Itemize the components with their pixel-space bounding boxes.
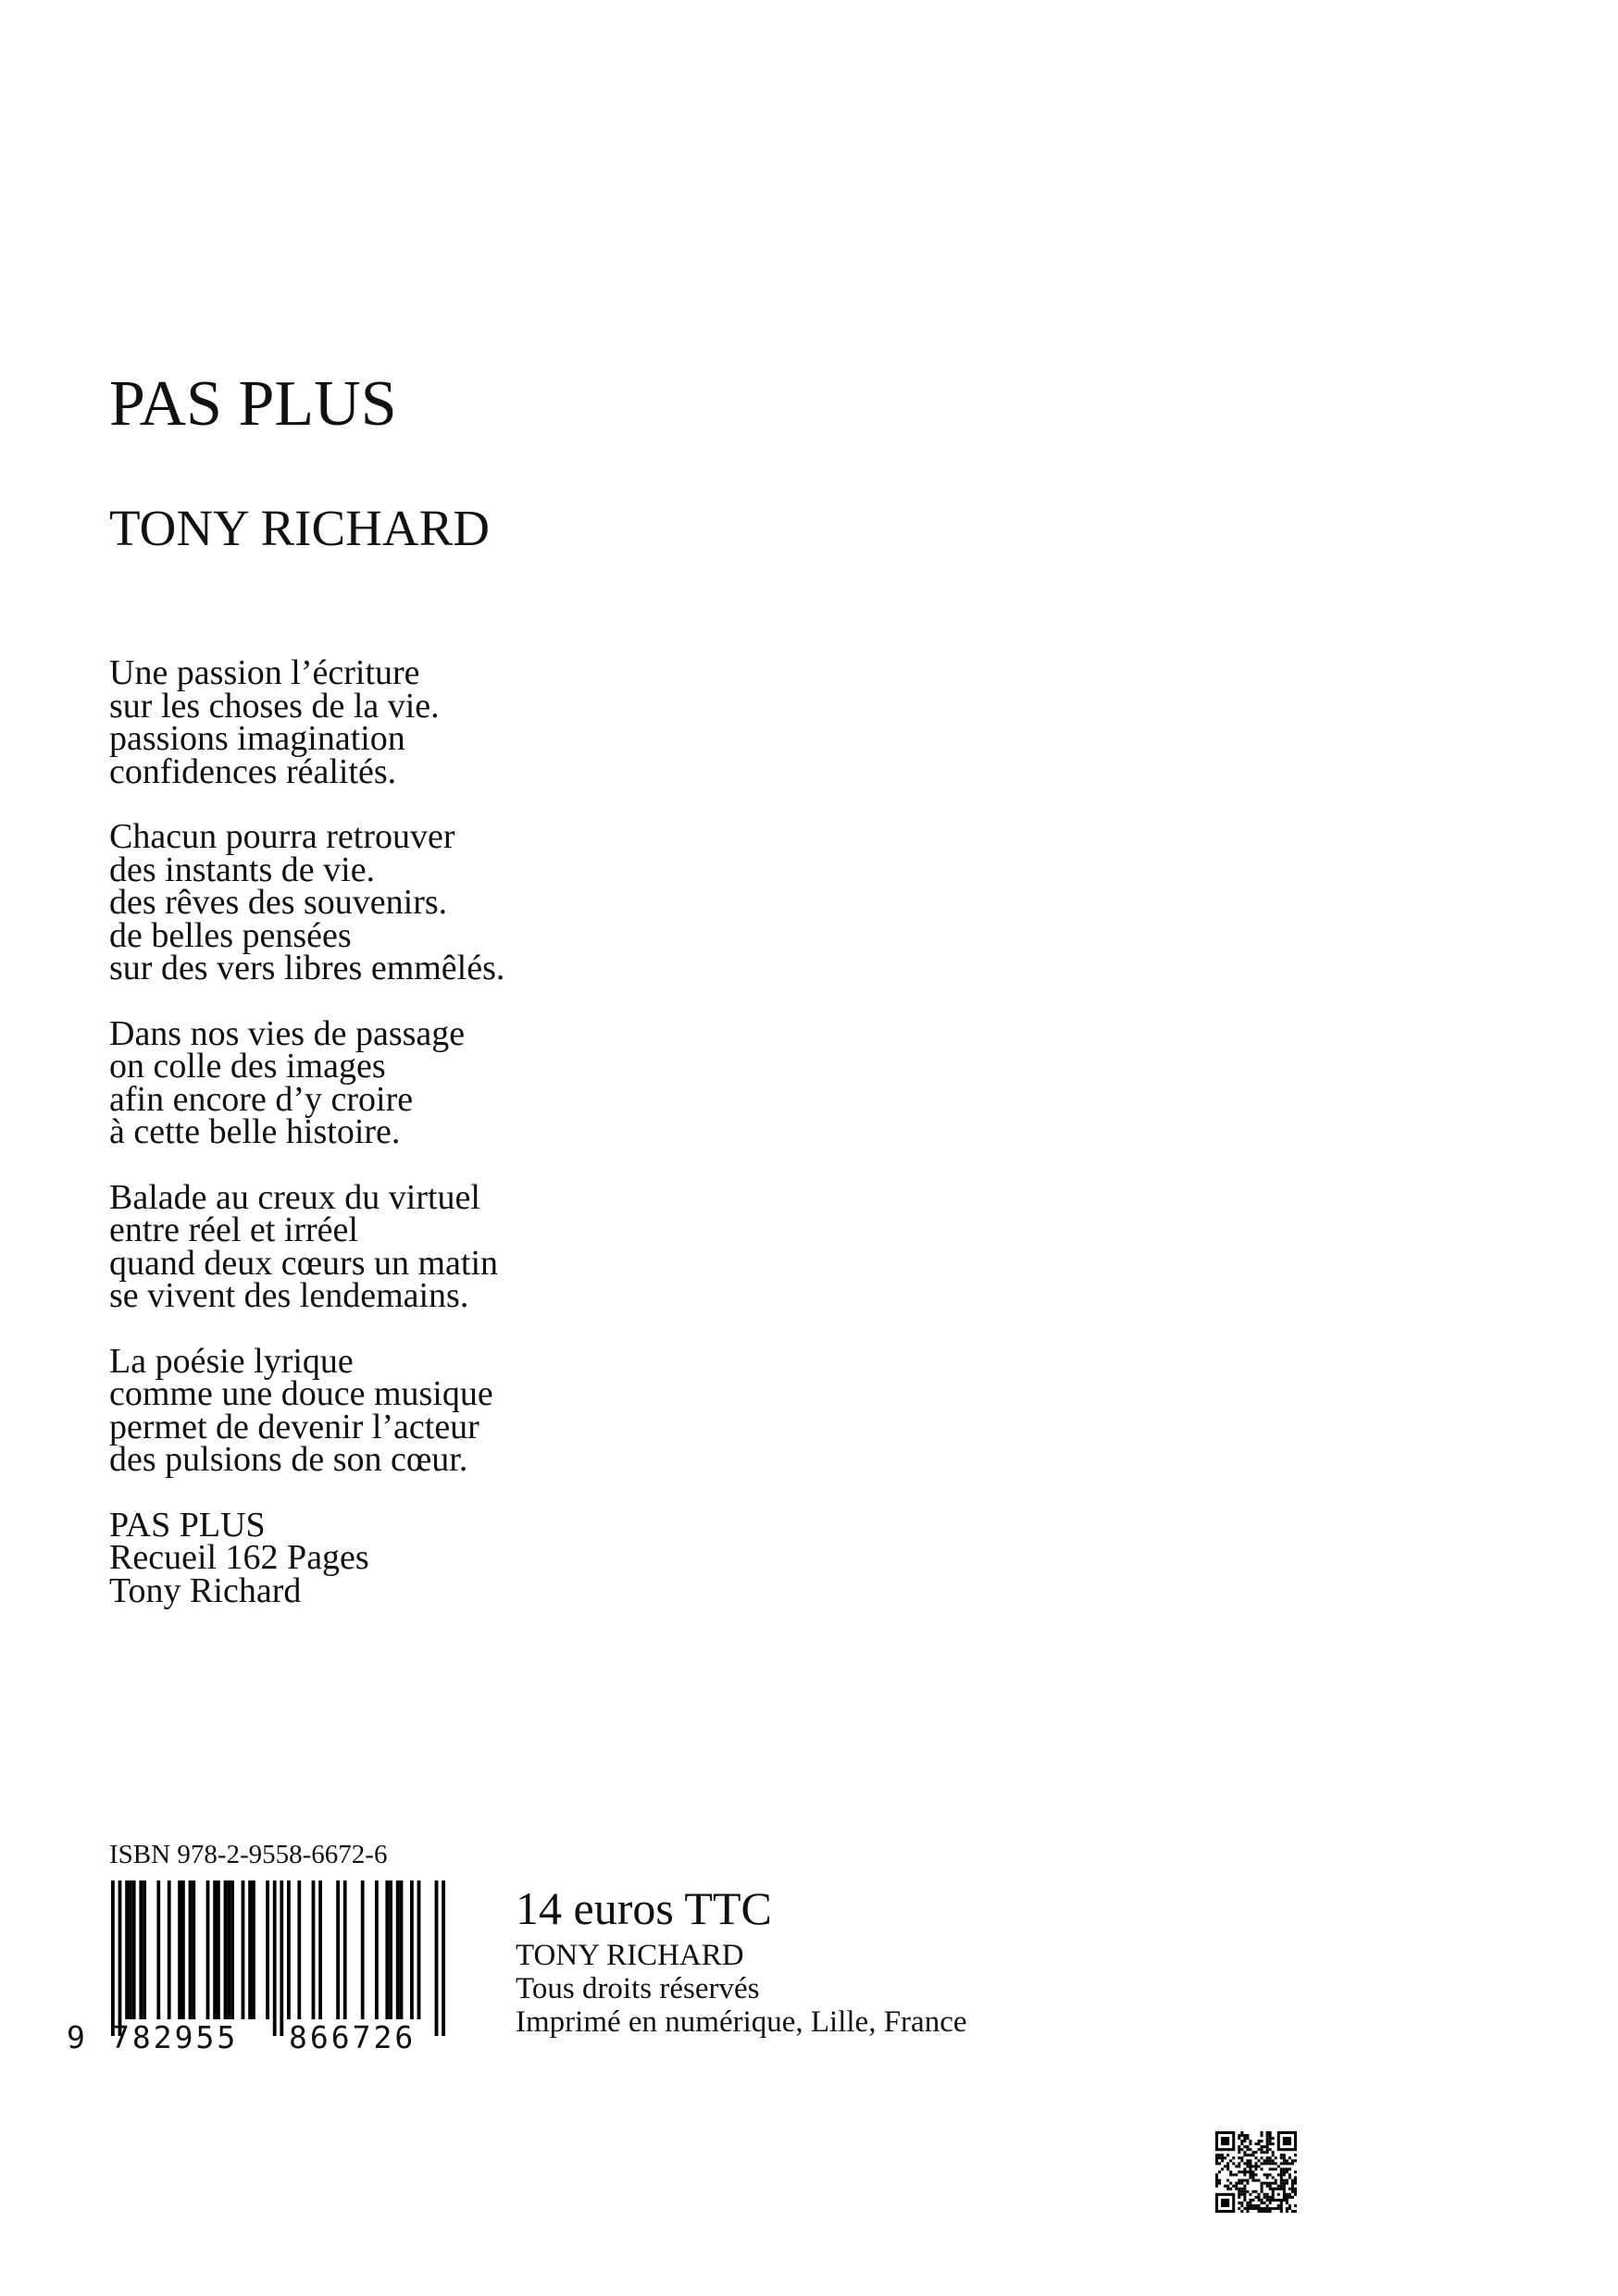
barcode-bar xyxy=(178,1880,181,2019)
barcode-bar xyxy=(242,1880,245,2019)
blurb-line: confidences réalités. xyxy=(109,751,397,791)
blurb-line: La poésie lyrique xyxy=(109,1341,354,1381)
barcode-bar xyxy=(312,1880,316,2019)
blurb-stanza xyxy=(109,1341,850,1479)
barcode-bar xyxy=(111,1880,115,2036)
barcode-bar xyxy=(227,1880,230,2019)
blurb-line: Chacun pourra retrouver xyxy=(109,817,455,856)
barcode-bar xyxy=(132,1880,136,2019)
blurb-stanza-book-info xyxy=(109,1505,850,1610)
blurb-line: Tony Richard xyxy=(109,1570,302,1610)
blurb-line: Balade au creux du virtuel xyxy=(109,1177,480,1217)
blurb-line: comme une douce musique xyxy=(109,1374,493,1413)
blurb-line: passions imagination xyxy=(109,719,405,758)
barcode-bar xyxy=(280,1880,283,2036)
book-title: PAS PLUS xyxy=(109,368,397,440)
barcode-bar xyxy=(375,1880,379,2019)
barcode-bar xyxy=(287,1880,291,2019)
barcode-bar xyxy=(297,1880,301,2019)
blurb-stanza xyxy=(109,1177,850,1315)
barcode-bar xyxy=(213,1880,217,2019)
barcode-bar xyxy=(410,1880,414,2019)
isbn-barcode xyxy=(67,1880,455,2056)
blurb-line: de belles pensées xyxy=(109,915,352,955)
blurb-line: des instants de vie. xyxy=(109,850,376,889)
blurb-line: Une passion l’écriture xyxy=(109,653,420,692)
barcode-digits xyxy=(67,2019,455,2056)
blurb-line: entre réel et irréel xyxy=(109,1210,358,1249)
barcode-bar xyxy=(361,1880,365,2019)
barcode-bar xyxy=(336,1880,340,2019)
barcode-bar xyxy=(181,1880,185,2019)
barcode-bar xyxy=(217,1880,220,2019)
barcode-bar xyxy=(400,1880,404,2019)
barcode-bar xyxy=(389,1880,392,2019)
barcode-bar xyxy=(192,1880,195,2019)
barcode-bar xyxy=(189,1880,193,2019)
blurb-line: on colle des images xyxy=(109,1047,386,1086)
blurb-stanza xyxy=(109,817,850,987)
price-and-imprint xyxy=(516,1882,1164,2039)
barcode-bar xyxy=(125,1880,129,2019)
barcode-bar xyxy=(129,1880,132,2019)
barcode-bar xyxy=(417,1880,421,2019)
barcode-bar xyxy=(230,1880,234,2019)
qr-code-icon xyxy=(1215,2131,1297,2213)
barcode-digit-first: 9 xyxy=(67,2019,85,2055)
blurb-line: quand deux cœurs un matin xyxy=(109,1243,499,1283)
barcode-digit-group-right: 866726 xyxy=(289,2019,417,2055)
blurb-line: sur les choses de la vie. xyxy=(109,686,440,726)
barcode-bar xyxy=(266,1880,269,2019)
barcode-bars xyxy=(67,1880,455,2036)
imprint-rights: Tous droits réservés xyxy=(516,1972,760,2005)
barcode-bar xyxy=(435,1880,439,2036)
blurb-line: sur des vers libres emmêlés. xyxy=(109,949,505,987)
isbn-label: ISBN 978-2-9558-6672-6 xyxy=(109,1840,388,1869)
blurb-line: afin encore d’y croire xyxy=(109,1079,414,1119)
barcode-bar xyxy=(139,1880,143,2019)
blurb-line: des rêves des souvenirs. xyxy=(109,883,448,922)
barcode-digit-group-left: 782955 xyxy=(111,2019,239,2055)
blurb-line: à cette belle histoire. xyxy=(109,1112,401,1151)
imprint-printing: Imprimé en numérique, Lille, France xyxy=(516,2005,967,2039)
blurb-line: Dans nos vies de passage xyxy=(109,1013,466,1053)
barcode-bar xyxy=(206,1880,210,2019)
barcode-bar xyxy=(168,1880,171,2019)
imprint-author: TONY RICHARD xyxy=(516,1939,744,1972)
barcode-bar xyxy=(224,1880,228,2019)
blurb-stanza xyxy=(109,653,850,791)
barcode-bar xyxy=(385,1880,389,2019)
barcode-bar xyxy=(252,1880,255,2019)
barcode-bar xyxy=(273,1880,277,2036)
blurb-line: se vivent des lendemains. xyxy=(109,1276,469,1315)
barcode-bar xyxy=(143,1880,146,2019)
book-author: TONY RICHARD xyxy=(109,500,490,556)
barcode-bar xyxy=(343,1880,347,2019)
blurb-line: Recueil 162 Pages xyxy=(109,1538,369,1577)
barcode-bar xyxy=(156,1880,160,2019)
barcode-bar xyxy=(318,1880,322,2019)
barcode-bar xyxy=(118,1880,122,2036)
back-cover-blurb xyxy=(109,653,850,1640)
blurb-line: PAS PLUS xyxy=(109,1505,266,1545)
barcode-bar xyxy=(442,1880,445,2036)
barcode-bar xyxy=(396,1880,400,2019)
barcode-bar xyxy=(248,1880,252,2019)
blurb-stanza xyxy=(109,1013,850,1151)
blurb-line: permet de devenir l’acteur xyxy=(109,1407,479,1446)
price: 14 euros TTC xyxy=(516,1882,772,1934)
blurb-line: des pulsions de son cœur. xyxy=(109,1440,468,1479)
